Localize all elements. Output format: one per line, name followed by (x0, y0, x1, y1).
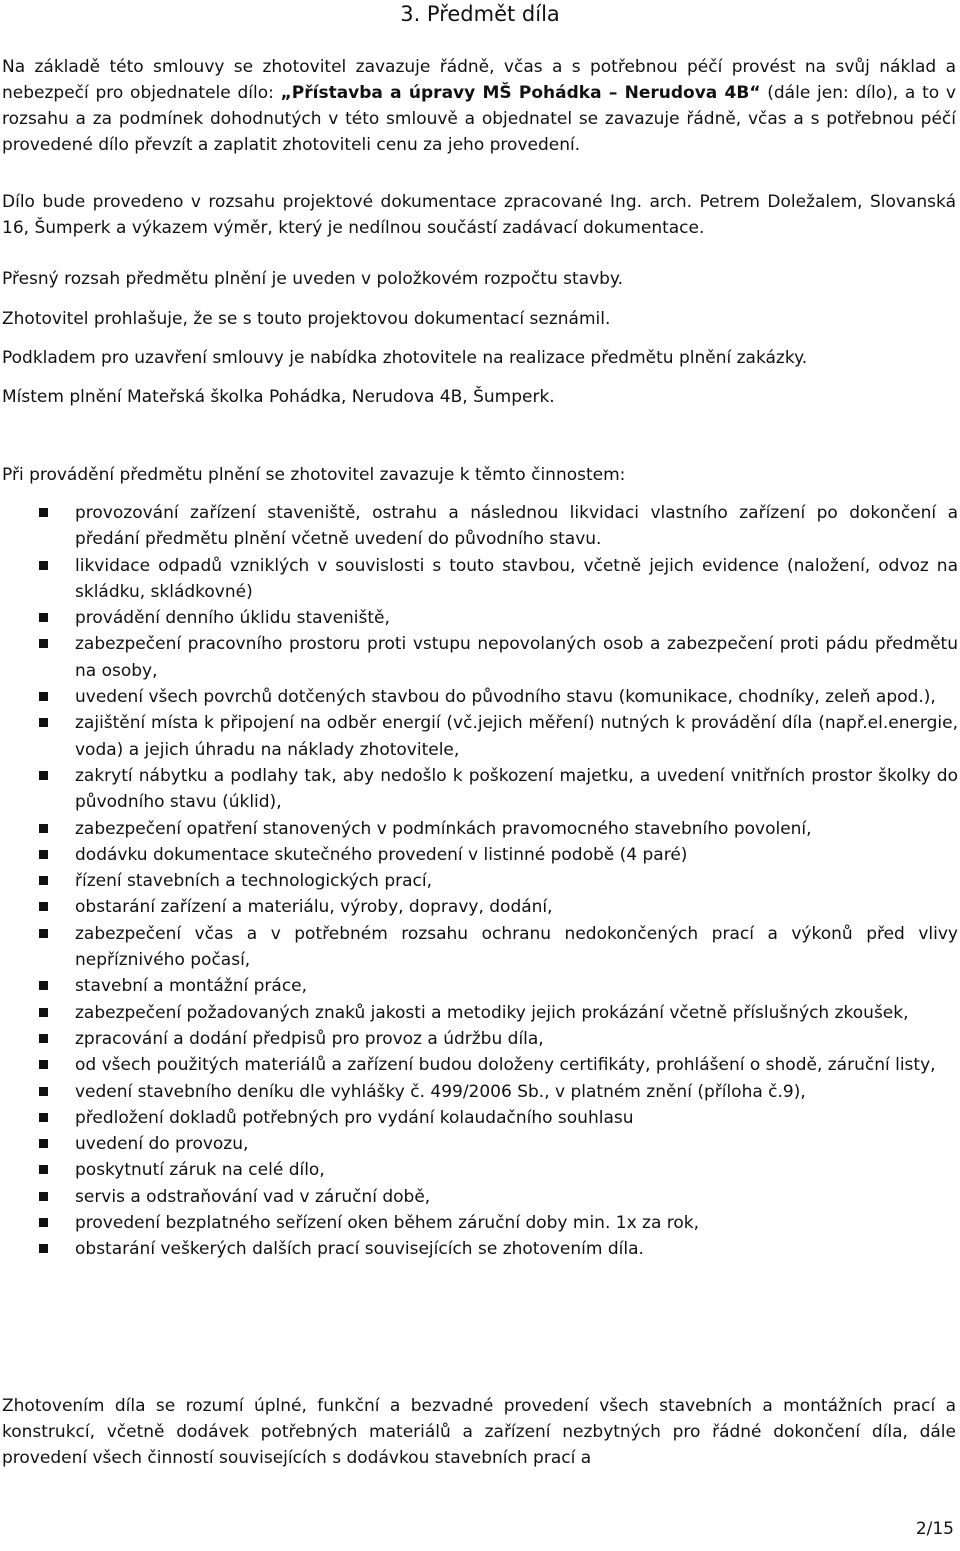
project-name: „Přístavba a úpravy MŠ Pohádka – Nerudova 4B“ (280, 83, 761, 103)
place-paragraph: Místem plnění Mateřská školka Pohádka, Nerudova 4B, Šumperk. (2, 387, 555, 407)
square-bullet-icon (39, 1008, 48, 1017)
list-item-text: zabezpečení požadovaných znaků jakosti a metodiky jejich prokázání včetně příslušných zkoušek, (75, 1002, 909, 1023)
intro-text-start: Na základě této smlouvy se zhotovitel zavazuje řádně, včas a s potřebnou péčí provést na svůj náklad a nebezpečí pro objednatele dílo: (2, 57, 956, 103)
list-item-text: provozování zařízení staveniště, ostrahu a následnou likvidaci vlastního zařízení po dokončení a předání předmětu plnění včetně uvedení do původního stavu. (75, 503, 958, 550)
square-bullet-icon (39, 1087, 48, 1096)
list-item-text: vedení stavebního deníku dle vyhlášky č. 499/2006 Sb., v platném znění (příloha č.9), (75, 1081, 806, 1102)
list-item (0, 1157, 958, 1183)
scope-paragraph: Dílo bude provedeno v rozsahu projektové dokumentace zpracované Ing. arch. Petrem Doležalem, Slovanská 16, Šumperk a výkazem výměr, který je nedílnou součástí zadávací dokumentace. (2, 192, 956, 238)
square-bullet-icon (39, 508, 48, 517)
square-bullet-icon (39, 929, 48, 938)
square-bullet-icon (39, 561, 48, 570)
list-item (0, 868, 958, 894)
basis-paragraph: Podkladem pro uzavření smlouvy je nabídka zhotovitele na realizace předmětu plnění zakázky. (2, 348, 808, 368)
closing-paragraph: Zhotovením díla se rozumí úplné, funkční a bezvadné provedení všech stavebních a montážních prací a konstrukcí, včetně dodávek potřebných materiálů a zařízení nezbytných pro řádné dokončení díla, dále provedení všech činností souvisejících s dodávkou stavebních prací a (2, 1396, 956, 1468)
list-item-text: zabezpečení pracovního prostoru proti vstupu nepovolaných osob a zabezpečení proti pádu předmětu na osoby, (75, 634, 958, 681)
list-item-text: servis a odstraňování vad v záruční době, (75, 1186, 431, 1207)
list-item-text: zabezpečení včas a v potřebném rozsahu ochranu nedokončených prací a výkonů před vlivy nepříznivého počasí, (75, 923, 958, 971)
list-item (0, 1131, 958, 1157)
list-item (0, 973, 958, 999)
list-item (0, 816, 958, 842)
list-item (0, 1026, 958, 1052)
list-item (0, 1210, 958, 1236)
section-heading: 3. Předmět díla (400, 2, 560, 26)
list-item-text: obstarání zařízení a materiálu, výroby, dopravy, dodání, (75, 897, 553, 918)
list-item (0, 553, 958, 606)
list-item (0, 631, 958, 684)
list-item (0, 710, 958, 763)
square-bullet-icon (39, 771, 48, 780)
square-bullet-icon (39, 1060, 48, 1069)
list-item (0, 894, 958, 920)
square-bullet-icon (39, 902, 48, 911)
list-item-text: zajištění místa k připojení na odběr energií (vč.jejich měření) nutných k provádění díla (např.el.energie, voda) a jejich úhradu na náklady zhotovitele, (75, 713, 958, 760)
square-bullet-icon (39, 639, 48, 648)
list-item-text: předložení dokladů potřebných pro vydání kolaudačního souhlasu (75, 1107, 634, 1128)
square-bullet-icon (39, 1244, 48, 1253)
list-item (0, 1052, 958, 1078)
intro-text-end: (dále jen: dílo), a to v rozsahu a za podmínek dohodnutých v této smlouvě a objednatel se zavazuje řádně, včas a s potřebnou péčí provedené dílo převzít a zaplatit zhotoviteli cenu za jeho provedení. (2, 83, 956, 155)
list-item (0, 1105, 958, 1131)
square-bullet-icon (39, 1139, 48, 1148)
list-intro: Při provádění předmětu plnění se zhotovitel zavazuje k těmto činnostem: (2, 465, 626, 485)
intro-paragraph (2, 54, 956, 158)
list-item-text: dodávku dokumentace skutečného provedení v listinné podobě (4 paré) (75, 844, 688, 865)
page-number: 2/15 (915, 1519, 954, 1539)
list-item (0, 605, 958, 631)
list-item-text: zakrytí nábytku a podlahy tak, aby nedošlo k poškození majetku, a uvedení vnitřních prostor školky do původního stavu (úklid), (75, 765, 958, 813)
square-bullet-icon (39, 692, 48, 701)
square-bullet-icon (39, 1034, 48, 1043)
square-bullet-icon (39, 824, 48, 833)
list-item (0, 842, 958, 868)
list-item (0, 921, 958, 974)
scope-budget-paragraph: Přesný rozsah předmětu plnění je uveden v položkovém rozpočtu stavby. (2, 269, 623, 289)
square-bullet-icon (39, 718, 48, 727)
list-item-text: řízení stavebních a technologických prací, (75, 871, 432, 892)
list-item-text: od všech použitých materiálů a zařízení budou doloženy certifikáty, prohlášení o shodě, záruční listy, (75, 1055, 936, 1076)
square-bullet-icon (39, 1165, 48, 1174)
list-item-text: likvidace odpadů vzniklých v souvislosti s touto stavbou, včetně jejich evidence (naložení, odvoz na skládku, skládkovné) (75, 555, 958, 602)
list-item-text: stavební a montážní práce, (75, 976, 308, 997)
list-item-text: obstarání veškerých dalších prací souvisejících se zhotovením díla. (75, 1239, 644, 1260)
square-bullet-icon (39, 613, 48, 622)
square-bullet-icon (39, 1113, 48, 1122)
list-item (0, 1000, 958, 1026)
square-bullet-icon (39, 1218, 48, 1227)
square-bullet-icon (39, 876, 48, 885)
list-item-text: poskytnutí záruk na celé dílo, (75, 1160, 325, 1181)
list-item-text: provádění denního úklidu staveniště, (75, 608, 390, 629)
square-bullet-icon (39, 1192, 48, 1201)
list-item-text: zpracování a dodání předpisů pro provoz a údržbu díla, (75, 1028, 544, 1049)
duties-list (0, 500, 958, 1263)
list-item (0, 1184, 958, 1210)
list-item (0, 763, 958, 816)
list-item-text: provedení bezplatného seřízení oken během záruční doby min. 1x za rok, (75, 1213, 700, 1234)
list-item-text: uvedení do provozu, (75, 1134, 249, 1155)
list-item-text: zabezpečení opatření stanovených v podmínkách pravomocného stavebního povolení, (75, 818, 812, 839)
list-item (0, 684, 958, 710)
list-item (0, 1236, 958, 1262)
square-bullet-icon (39, 850, 48, 859)
square-bullet-icon (39, 981, 48, 990)
declaration-paragraph: Zhotovitel prohlašuje, že se s touto projektovou dokumentací seznámil. (2, 309, 611, 329)
list-item (0, 500, 958, 553)
list-item (0, 1079, 958, 1105)
list-item-text: uvedení všech povrchů dotčených stavbou do původního stavu (komunikace, chodníky, zeleň apod.), (75, 687, 936, 708)
